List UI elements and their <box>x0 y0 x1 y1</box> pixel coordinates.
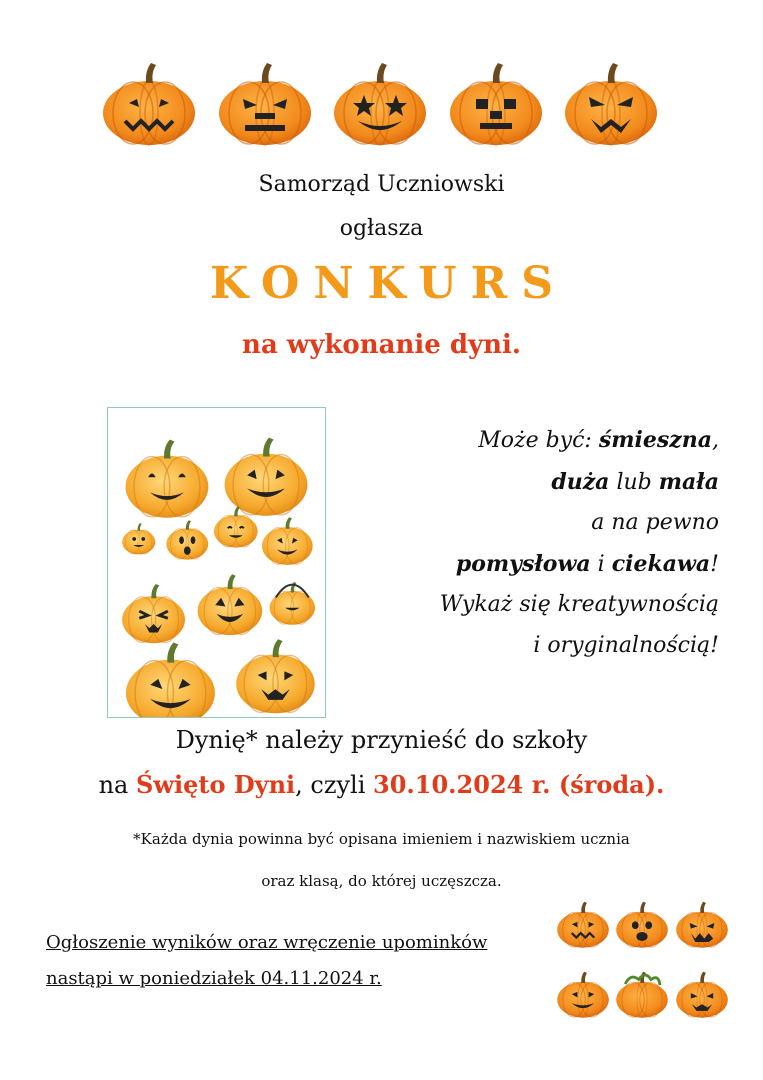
pumpkin-icon <box>614 965 670 1021</box>
organizer-text: Samorząd Uczniowski <box>258 172 505 197</box>
contest-subtitle: na wykonanie dyni. <box>242 330 521 360</box>
pumpkin-icon <box>614 895 670 951</box>
top-pumpkin-row <box>95 55 665 155</box>
pumpkin-icon <box>442 55 550 147</box>
description-line-2: duża lub mała <box>551 468 719 495</box>
pumpkin-illustration <box>107 407 326 718</box>
contest-title: KONKURS <box>210 258 567 309</box>
description-line-5: Wykaż się kreatywnością <box>439 592 719 617</box>
pumpkin-icon <box>674 965 730 1021</box>
results-announcement-line-1: Ogłoszenie wyników oraz wręczenie upominków <box>46 932 488 953</box>
announces-text: ogłasza <box>339 216 424 241</box>
pumpkin-icon <box>555 895 611 951</box>
pumpkin-collage-icon <box>108 408 325 717</box>
description-line-6: i oryginalnością! <box>533 632 719 658</box>
description-line-4: pomysłowa i ciekawa! <box>455 550 719 577</box>
event-name: Święto Dyni <box>135 770 296 799</box>
pumpkin-icon <box>326 55 434 147</box>
contest-description <box>359 420 719 666</box>
footnote-line-1: *Każda dynia powinna być opisana imieniem i nazwiskiem ucznia <box>133 830 630 848</box>
event-date: 30.10.2024 r. (środa). <box>373 770 665 799</box>
results-announcement-line-2: nastąpi w poniedziałek 04.11.2024 r. <box>46 968 382 989</box>
pumpkin-icon <box>211 55 319 147</box>
pumpkin-icon <box>555 965 611 1021</box>
delivery-instruction: Dynię* należy przynieść do szkoły <box>175 726 588 754</box>
pumpkin-icon <box>557 55 665 147</box>
pumpkin-icon <box>674 895 730 951</box>
delivery-date: na Święto Dyni, czyli 30.10.2024 r. (środa). <box>98 770 665 799</box>
footnote-line-2: oraz klasą, do której uczęszcza. <box>261 872 502 890</box>
pumpkin-icon <box>95 55 203 147</box>
description-line-1: Może być: śmieszna, <box>478 427 719 453</box>
bottom-pumpkin-grid <box>555 895 733 1025</box>
description-line-3: a na pewno <box>591 510 719 535</box>
